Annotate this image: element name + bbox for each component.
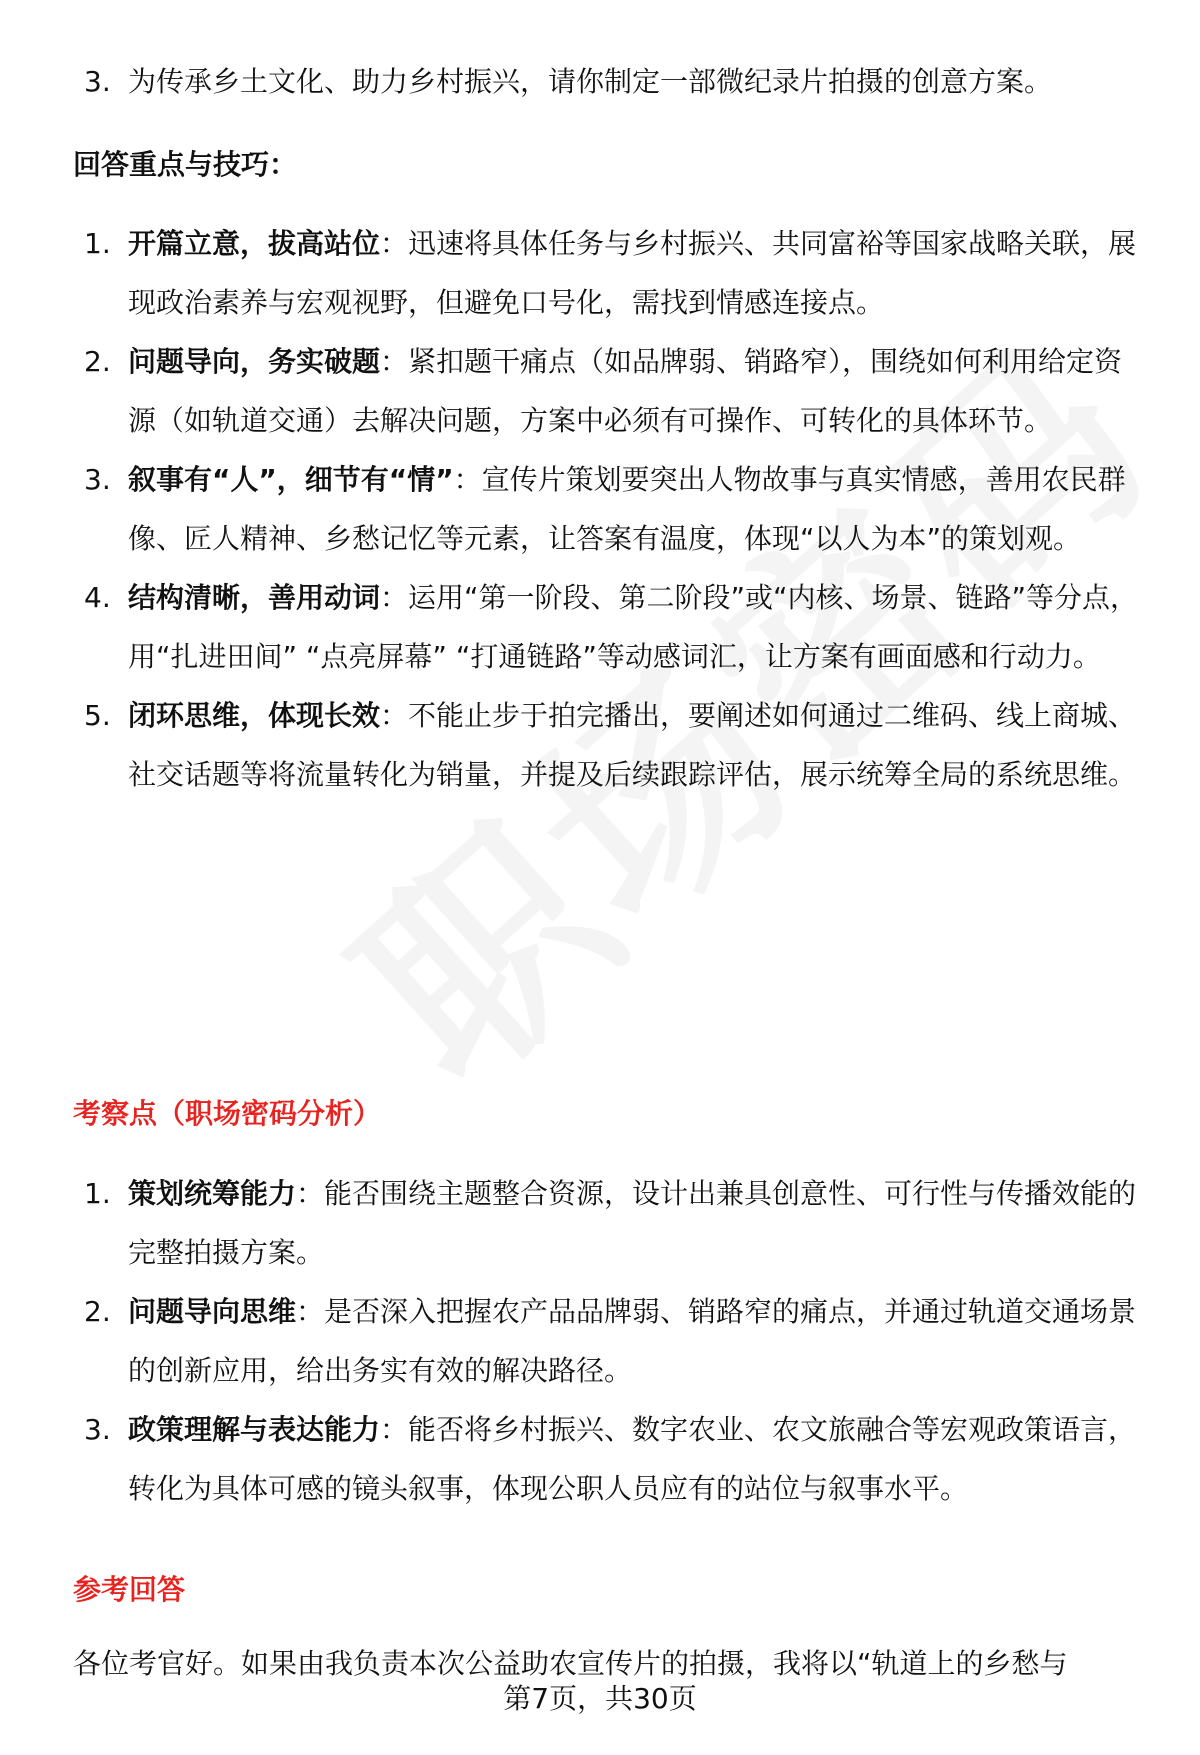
list-item <box>84 450 1144 568</box>
list-text: ：迅速将具体任务与乡村振兴、共同富裕等国家战略关联，展现政治素养与宏观视野，但避免口号化，需找到情感连接点。 <box>128 227 1137 319</box>
section-heading-assessment: 考察点（职场密码分析） <box>73 1097 382 1130</box>
list-item <box>84 568 1144 686</box>
list-number: 3. <box>84 463 111 496</box>
list-bold-lead: 开篇立意，拔高站位 <box>128 227 381 260</box>
page-number: 第7页，共30页 <box>503 1682 697 1715</box>
list-number: 3. <box>84 65 111 98</box>
list-item <box>84 52 1144 111</box>
list-number: 1. <box>84 1177 111 1210</box>
list-item <box>84 332 1144 450</box>
list-bold-lead: 政策理解与表达能力 <box>128 1413 381 1446</box>
list-bold-lead: 叙事有“人”，细节有“情” <box>128 463 454 496</box>
tips-list <box>84 214 1144 804</box>
list-text: 为传承乡土文化、助力乡村振兴，请你制定一部微纪录片拍摄的创意方案。 <box>128 65 1053 98</box>
assessment-list <box>84 1164 1144 1518</box>
list-bold-lead: 问题导向，务实破题 <box>128 345 381 378</box>
list-text: ：不能止步于拍完播出，要阐述如何通过二维码、线上商城、社交话题等将流量转化为销量，并提及后续跟踪评估，展示统筹全局的系统思维。 <box>128 699 1137 791</box>
list-bold-lead: 闭环思维，体现长效 <box>128 699 381 732</box>
list-number: 3. <box>84 1413 111 1446</box>
list-item <box>84 214 1144 332</box>
list-item <box>84 1164 1144 1282</box>
top-list <box>84 52 1144 111</box>
list-item <box>84 686 1144 804</box>
list-number: 5. <box>84 699 111 732</box>
list-item <box>84 1282 1144 1400</box>
list-text: ：紧扣题干痛点（如品牌弱、销路窄），围绕如何利用给定资源（如轨道交通）去解决问题，方案中必须有可操作、可转化的具体环节。 <box>128 345 1123 437</box>
section-heading-reference: 参考回答 <box>73 1573 186 1606</box>
list-text: ：能否围绕主题整合资源，设计出兼具创意性、可行性与传播效能的完整拍摄方案。 <box>128 1177 1137 1269</box>
list-text: ：运用“第一阶段、第二阶段”或“内核、场景、链路”等分点，用“扎进田间” “点亮屏幕” “打通链路”等动感词汇，让方案有画面感和行动力。 <box>128 581 1139 673</box>
list-bold-lead: 结构清晰，善用动词 <box>128 581 381 614</box>
list-bold-lead: 策划统筹能力 <box>128 1177 297 1210</box>
reference-paragraph: 各位考官好。如果由我负责本次公益助农宣传片的拍摄，我将以“轨道上的乡愁与 <box>73 1647 1068 1680</box>
section-heading-tips: 回答重点与技巧： <box>73 148 298 181</box>
list-number: 4. <box>84 581 111 614</box>
list-text: ：是否深入把握农产品品牌弱、销路窄的痛点，并通过轨道交通场景的创新应用，给出务实有效的解决路径。 <box>128 1295 1137 1387</box>
list-number: 1. <box>84 227 111 260</box>
list-number: 2. <box>84 345 111 378</box>
list-text: ：能否将乡村振兴、数字农业、农文旅融合等宏观政策语言，转化为具体可感的镜头叙事，体现公职人员应有的站位与叙事水平。 <box>128 1413 1137 1505</box>
list-number: 2. <box>84 1295 111 1328</box>
list-item <box>84 1400 1144 1518</box>
list-text: ：宣传片策划要突出人物故事与真实情感，善用农民群像、匠人精神、乡愁记忆等元素，让答案有温度，体现“以人为本”的策划观。 <box>128 463 1126 555</box>
list-bold-lead: 问题导向思维 <box>128 1295 297 1328</box>
